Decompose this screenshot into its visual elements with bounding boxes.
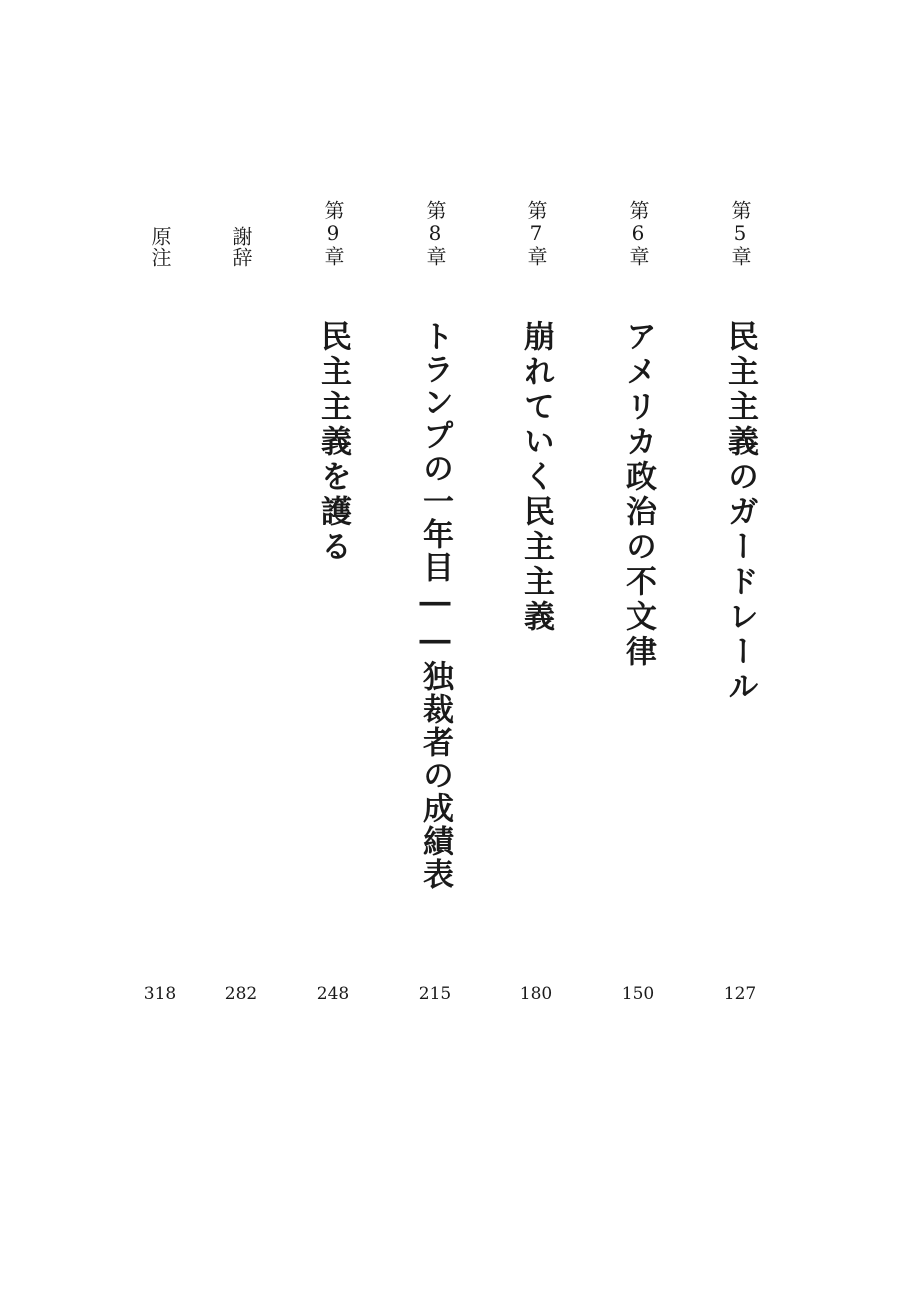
section-label: 謝辞 <box>229 226 253 268</box>
chapter-title: 崩れていく民主主義 <box>518 320 554 635</box>
toc-entry-chapter-8[interactable] <box>400 0 470 1302</box>
toc-entry-chapter-5[interactable] <box>705 0 775 1302</box>
page-number: 215 <box>418 984 452 1004</box>
page-number: 127 <box>723 984 757 1004</box>
page-number: 150 <box>621 984 655 1004</box>
toc-entry-acknowledgments[interactable] <box>206 0 276 1302</box>
toc-entry-chapter-7[interactable] <box>501 0 571 1302</box>
section-label: 原注 <box>148 226 172 268</box>
page-number: 318 <box>143 984 177 1004</box>
chapter-label: 第9章 <box>321 200 345 267</box>
chapter-label: 第6章 <box>626 200 650 267</box>
chapter-title: トランプの一年目――独裁者の成績表 <box>417 320 453 891</box>
toc-entry-chapter-9[interactable] <box>298 0 368 1302</box>
chapter-label: 第5章 <box>728 200 752 267</box>
chapter-label: 第7章 <box>524 200 548 267</box>
page-number: 282 <box>224 984 258 1004</box>
page-number: 248 <box>316 984 350 1004</box>
chapter-label: 第8章 <box>423 200 447 267</box>
chapter-title: アメリカ政治の不文律 <box>620 320 656 670</box>
chapter-title: 民主主義のガードレール <box>722 320 758 705</box>
toc-entry-chapter-6[interactable] <box>603 0 673 1302</box>
toc-entry-notes[interactable] <box>125 0 195 1302</box>
chapter-title: 民主主義を護る <box>315 320 351 565</box>
page-number: 180 <box>519 984 553 1004</box>
